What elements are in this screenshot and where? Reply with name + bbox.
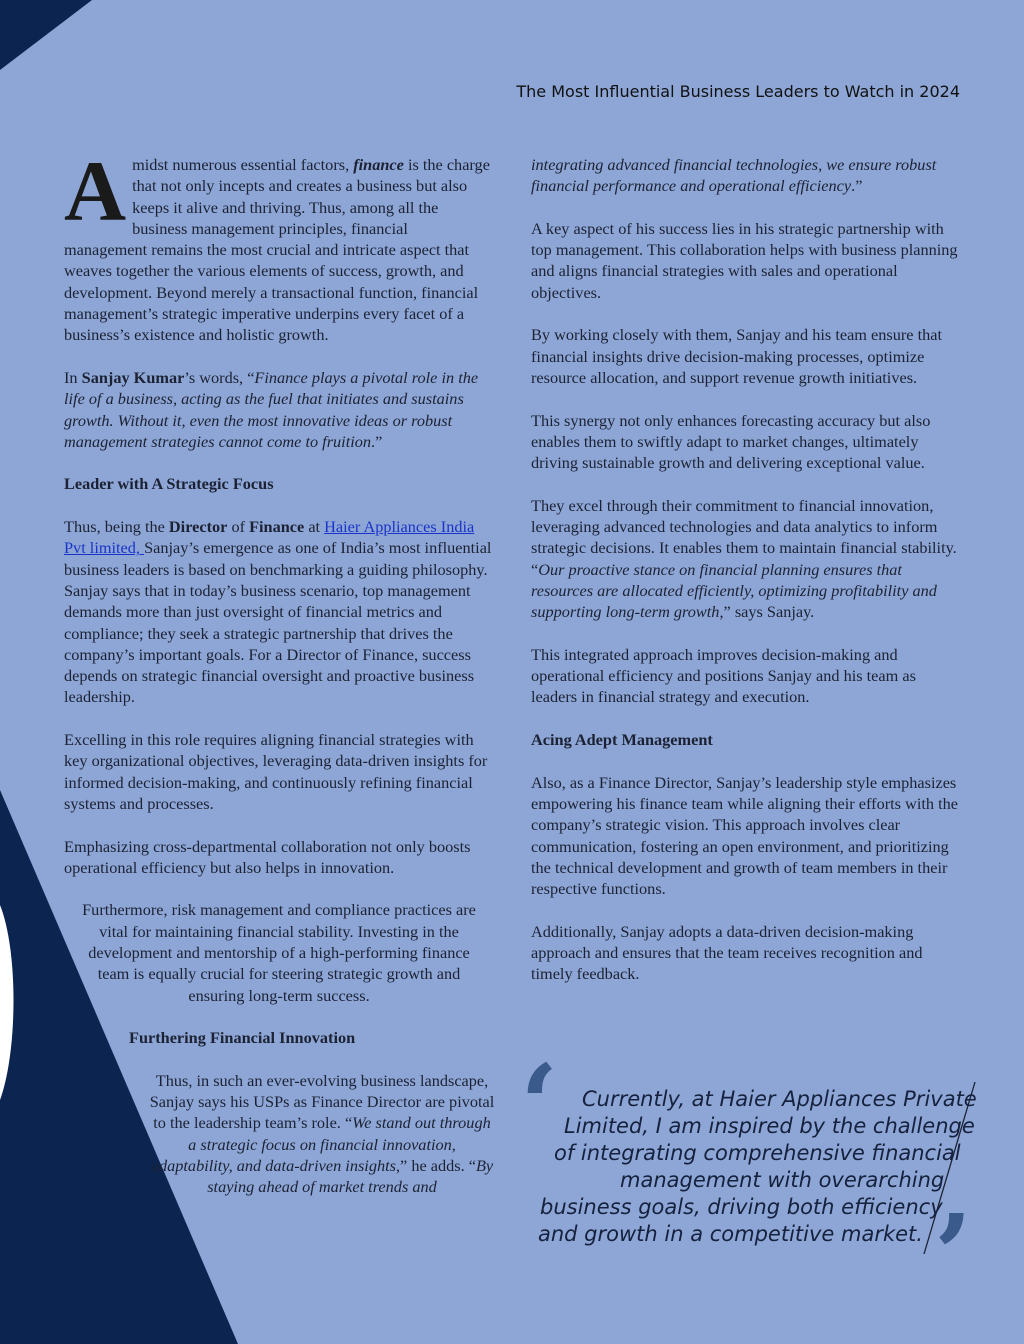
paragraph-synergy: This synergy not only enhances forecasting accuracy but also enables them to swiftly adapt to market changes, ultimately driving sustainable growth and delivering exceptional value. xyxy=(531,410,931,473)
subheading-adept-management: Acing Adept Management xyxy=(531,730,713,750)
text: ,” he adds. “ xyxy=(395,1155,476,1175)
pull-quote-line: Currently, at Haier Appliances Private xyxy=(582,1087,977,1111)
page-header: The Most Influential Business Leaders to Watch in 2024 xyxy=(516,82,960,101)
pull-quote-line: of integrating comprehensive financial xyxy=(554,1141,961,1165)
pull-quote-line: Limited, I am inspired by the challenge xyxy=(564,1114,975,1138)
text: Sanjay’s emergence as one of India’s most influential business leaders is based on benchmarking a guiding philosophy. Sanjay says that in today’s business scenario, top management demands more than just oversight of financial metrics and compliance; they seek a strategic partnership that drives the company’s important goals. For a Director of Finance, success depends on strategic financial oversight and proactive business leadership. xyxy=(64,538,492,707)
close-quote-icon: ’ xyxy=(934,1190,973,1319)
quote-text: Our proactive stance on financial planning ensures that resources are allocated efficiently, optimizing profitability and supporting long-term growth xyxy=(531,559,937,622)
text: .” xyxy=(371,431,383,451)
right-column xyxy=(531,154,963,1006)
quote-text: Finance plays a pivotal role in the life of a business, acting as the fuel that initiates and sustains growth. Without it, even the most innovative ideas or robust management strategies cannot come to fruition xyxy=(64,367,479,451)
quote-text: By staying ahead of market trends and xyxy=(207,1155,494,1197)
paragraph-working-closely: By working closely with them, Sanjay and his team ensure that financial insights drive decision-making processes, optimize resource allocation, and support revenue growth initiatives. xyxy=(531,325,943,387)
paragraph-leadership-style: Also, as a Finance Director, Sanjay’s leadership style emphasizes empowering his finance team while aligning their efforts with the company’s strategic vision. This approach involves clear communication, fostering an open environment, and prioritizing the technical development and growth of team members in their respective functions. xyxy=(531,772,958,899)
pull-quote-line: management with overarching xyxy=(620,1168,945,1192)
text: Thus, in such an ever-evolving business landscape, Sanjay says his USPs as Finance Director are pivotal to the leadership team’s role. “ xyxy=(149,1070,495,1133)
paragraph-usps xyxy=(64,1070,496,1198)
subheading-financial-innovation: Furthering Financial Innovation xyxy=(129,1028,356,1048)
pull-quote-line: business goals, driving both efficiency xyxy=(540,1195,943,1219)
text: at xyxy=(304,517,325,537)
intro-text-cont: is the charge that not only incepts and creates a business but also keeps it alive and thriving. Thus, among all the business management principles, financial management remains the most crucial and intricate aspect that weaves together the various elements of success, growth, and development. Beyond merely a transactional function, financial management’s strategic imperative underpins every facet of a business’s existence and holistic growth. xyxy=(64,155,490,345)
paragraph-partnership: A key aspect of his success lies in his strategic partnership with top management. This collaboration helps with business planning and aligns financial strategies with sales and operational objectives. xyxy=(531,218,958,302)
bold-director: Director xyxy=(168,517,228,537)
drop-cap: A xyxy=(64,143,127,239)
finance-emphasis: finance xyxy=(353,155,404,174)
text: .” xyxy=(851,176,863,196)
paragraph-integrated: This integrated approach improves decision-making and operational efficiency and positions Sanjay and his team as leaders in financial strategy and execution. xyxy=(531,644,916,707)
intro-text: midst numerous essential factors, xyxy=(132,155,354,174)
quote-paragraph xyxy=(64,367,494,452)
text: ,” says Sanjay. xyxy=(719,602,815,622)
paragraph-excelling: Excelling in this role requires aligning financial strategies with key organizational objectives, leveraging data-driven insights for informed decision-making, and continuously refining financial systems and processes. xyxy=(64,730,488,813)
bold-finance: Finance xyxy=(249,517,305,537)
intro-paragraph xyxy=(64,143,494,346)
quote-text: integrating advanced financial technologies, we ensure robust financial performance and operational efficiency xyxy=(531,155,937,196)
left-column xyxy=(64,143,495,1219)
pull-quote xyxy=(520,1040,980,1319)
text: In xyxy=(64,367,82,387)
paragraph-collaboration: Emphasizing cross-departmental collaboration not only boosts operational efficiency but also helps in innovation. xyxy=(64,836,471,877)
paragraph-risk: Furthermore, risk management and compliance practices are vital for maintaining financial stability. Investing in the development and mentorship of a high-performing finance team is equally crucial for steering strategic growth and ensuring long-term success. xyxy=(82,900,476,1005)
person-name: Sanjay Kumar xyxy=(81,367,185,387)
paragraph-data-driven: Additionally, Sanjay adopts a data-driven decision-making approach and ensures that the team receives recognition and timely feedback. xyxy=(531,921,923,984)
text: They excel through their commitment to financial innovation, leveraging advanced technologies and data analytics to inform strategic decisions. It enables them to maintain financial stability. “ xyxy=(531,495,957,579)
paragraph-innovation xyxy=(531,495,963,623)
company-link[interactable]: Haier Appliances India Pvt limited, xyxy=(64,517,475,558)
text: of xyxy=(227,517,250,537)
top-left-navy-triangle xyxy=(0,0,92,70)
subheading-strategic-focus: Leader with A Strategic Focus xyxy=(64,474,274,494)
pull-quote-text xyxy=(520,1086,980,1248)
text: Thus, being the xyxy=(64,517,169,537)
pull-quote-line: and growth in a competitive market. xyxy=(538,1222,923,1246)
quote-text: We stand out through a strategic focus on financial innovation, adaptability, and data-driven insights xyxy=(150,1113,491,1175)
director-paragraph xyxy=(64,516,494,708)
open-quote-icon: ‘ xyxy=(520,1040,559,1169)
text: ’s words, “ xyxy=(184,367,255,387)
continued-quote xyxy=(531,154,963,197)
